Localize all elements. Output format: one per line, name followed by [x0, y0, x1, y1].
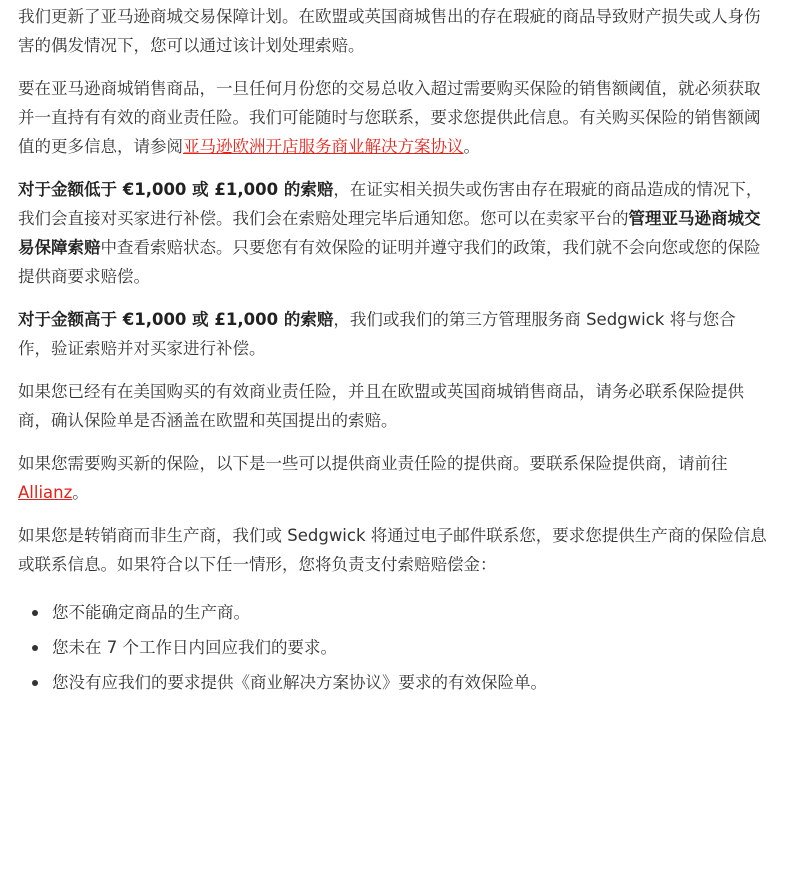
- high-claims-paragraph: [18, 305, 768, 363]
- low-claims-text-end: 中查看索赔状态。只要您有有效保险的证明并遵守我们的政策，我们就不会向您或您的保险提供商要求赔偿。: [18, 238, 761, 286]
- list-item-text: 您未在 7 个工作日内回应我们的要求。: [52, 638, 337, 657]
- intro-paragraph: [18, 2, 768, 60]
- bullet-icon: [32, 610, 38, 616]
- liability-conditions-list: [18, 599, 768, 697]
- new-insurance-text: 如果您需要购买新的保险，以下是一些可以提供商业责任险的提供商。要联系保险提供商，请前往: [18, 454, 728, 473]
- list-item-text: 您没有应我们的要求提供《商业解决方案协议》要求的有效保险单。: [52, 673, 547, 692]
- list-item-text: 您不能确定商品的生产商。: [52, 603, 250, 622]
- us-insurance-paragraph: [18, 377, 768, 435]
- insurance-requirement-text: 要在亚马逊商城销售商品，一旦任何月份您的交易总收入超过需要购买保险的销售额阈值，就必须获取并一直持有有效的商业责任险。我们可能随时与您联系，要求您提供此信息。有关购买保险的销售额阈值的更多信息，请参阅: [18, 79, 761, 156]
- list-item: [52, 599, 768, 627]
- new-insurance-end: 。: [72, 483, 89, 502]
- low-claims-text: ，在证实相关损失或伤害由存在瑕疵的商品造成的情况下，我们会直接对买家进行补偿。我们会在索赔处理完毕后通知您。您可以在卖家平台的: [18, 180, 763, 228]
- manage-claims-page-name: 管理亚马逊商城交易保障索赔: [18, 209, 761, 257]
- business-solutions-agreement-link[interactable]: 亚马逊欧洲开店服务商业解决方案协议: [183, 137, 464, 156]
- bullet-icon: [32, 680, 38, 686]
- us-insurance-text: 如果您已经有在美国购买的有效商业责任险，并且在欧盟或英国商城销售商品，请务必联系保险提供商，确认保险单是否涵盖在欧盟和英国提出的索赔。: [18, 382, 744, 430]
- reseller-paragraph: [18, 521, 768, 579]
- high-claims-heading: 对于金额高于 €1,000 或 £1,000 的索赔: [18, 310, 334, 329]
- bullet-icon: [32, 645, 38, 651]
- high-claims-text: ，我们或我们的第三方管理服务商 Sedgwick 将与您合作，验证索赔并对买家进行补偿。: [18, 310, 736, 358]
- insurance-requirement-end: 。: [463, 137, 480, 156]
- insurance-requirement-paragraph: [18, 74, 768, 161]
- low-claims-paragraph: [18, 175, 768, 291]
- reseller-text: 如果您是转销商而非生产商，我们或 Sedgwick 将通过电子邮件联系您，要求您提供生产商的保险信息或联系信息。如果符合以下任一情形，您将负责支付索赔赔偿金：: [18, 526, 767, 574]
- list-item: [52, 634, 768, 662]
- intro-text: 我们更新了亚马逊商城交易保障计划。在欧盟或英国商城售出的存在瑕疵的商品导致财产损失或人身伤害的偶发情况下，您可以通过该计划处理索赔。: [18, 7, 761, 55]
- allianz-link[interactable]: Allianz: [18, 483, 73, 502]
- new-insurance-paragraph: [18, 449, 768, 507]
- low-claims-heading: 对于金额低于 €1,000 或 £1,000 的索赔: [18, 180, 334, 199]
- list-item: [52, 669, 768, 697]
